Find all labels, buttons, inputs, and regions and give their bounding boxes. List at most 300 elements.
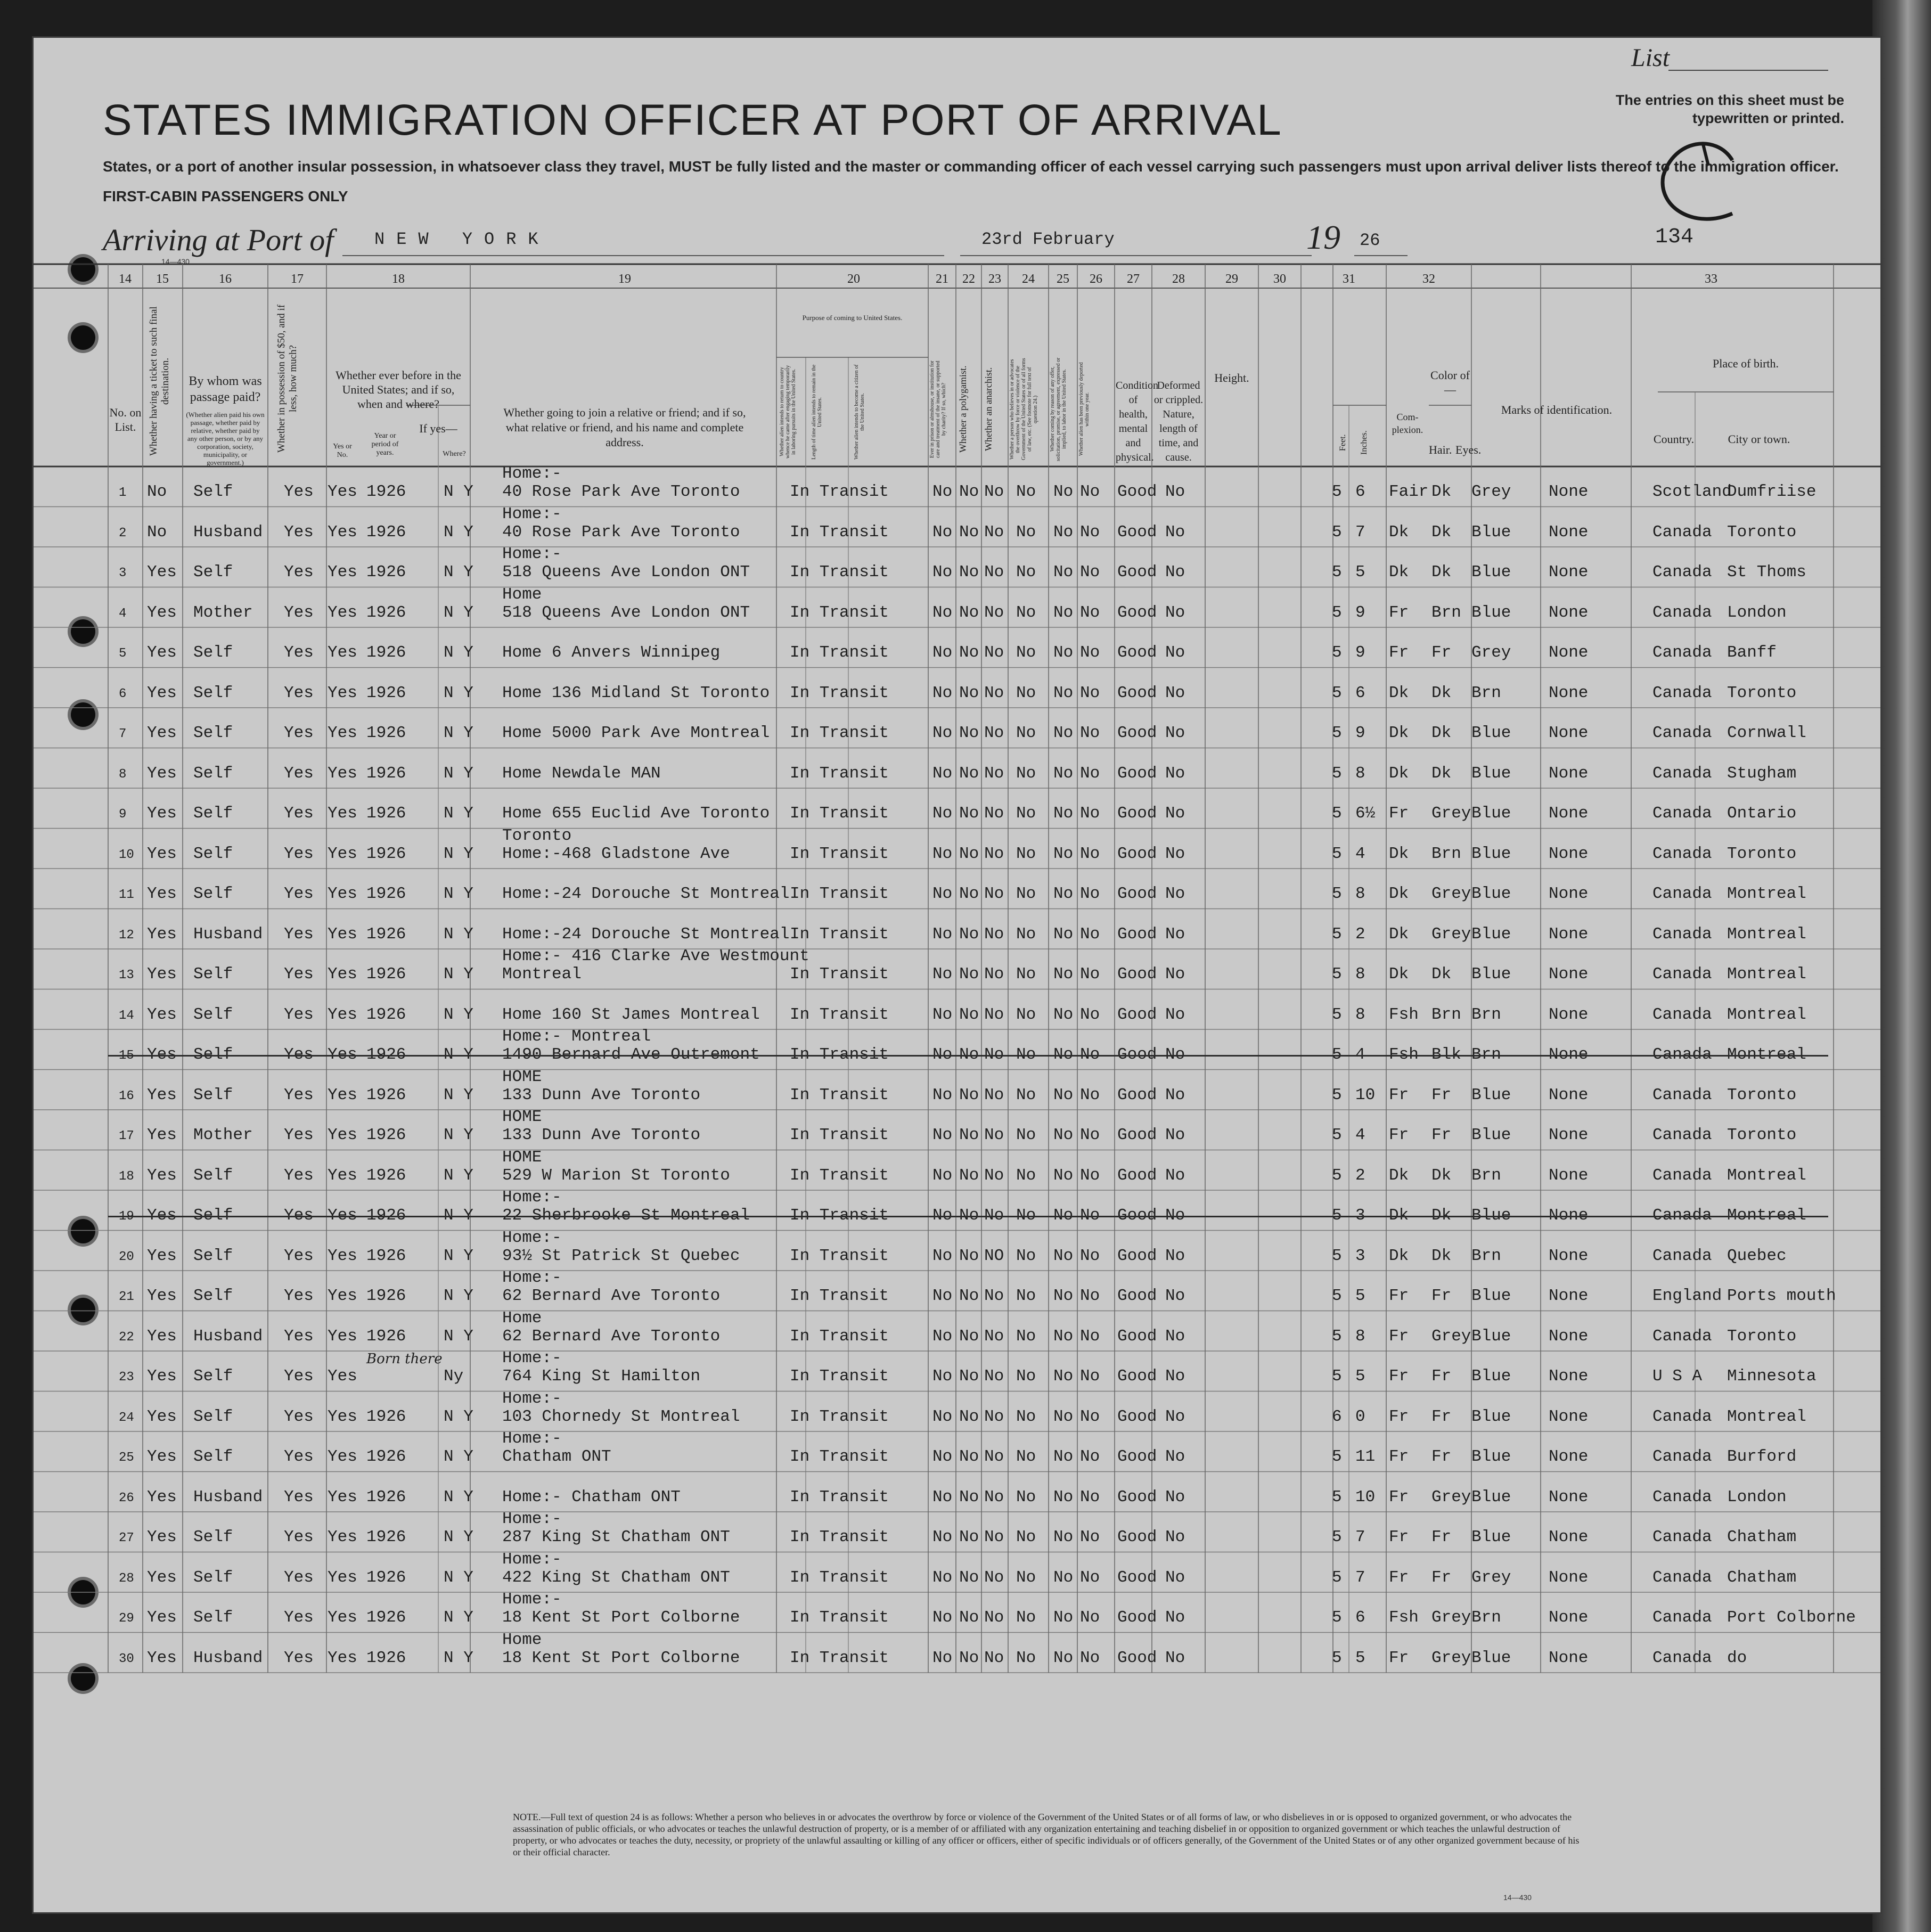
inches-cell: 9 <box>1355 603 1365 622</box>
complexion-cell: Dk <box>1389 522 1409 542</box>
deformed-cell: No <box>1165 563 1185 582</box>
q21-cell: No <box>932 1126 953 1144</box>
complexion-cell: Fr <box>1389 1327 1409 1346</box>
row-number: 15 <box>119 1049 134 1063</box>
fifty-cell: Yes <box>284 1126 314 1144</box>
date-value: 23rd February <box>981 230 1115 249</box>
year-cell: 1926 <box>366 965 406 984</box>
complexion-cell: Fr <box>1389 1085 1409 1104</box>
address-prefix-cell: Home:- <box>502 1188 562 1207</box>
address-cell: 287 King St Chatham ONT <box>502 1528 730 1546</box>
header-feet: Feet. <box>1338 434 1347 451</box>
city-cell: Dumfriise <box>1727 482 1817 501</box>
row-number: 26 <box>119 1491 134 1505</box>
health-cell: Good <box>1117 1568 1157 1587</box>
row-number: 13 <box>119 968 134 983</box>
where-cell: N Y <box>444 1166 473 1185</box>
q23-cell: No <box>984 965 1004 984</box>
health-cell: Good <box>1117 724 1157 742</box>
country-cell: Canada <box>1652 804 1712 823</box>
country-cell: Canada <box>1652 924 1712 944</box>
q24-cell: No <box>1016 1166 1036 1185</box>
deformed-cell: No <box>1165 643 1185 662</box>
year-cell: 1926 <box>366 1287 406 1305</box>
inches-cell: 4 <box>1355 1045 1365 1064</box>
ticket-cell: No <box>147 482 167 501</box>
health-cell: Good <box>1117 1126 1157 1144</box>
complexion-cell: Dk <box>1389 683 1409 702</box>
q26-cell: No <box>1080 1085 1100 1104</box>
address-cell: Home:-24 Dorouche St Montreal <box>502 885 790 903</box>
fifty-cell: Yes <box>284 1447 314 1466</box>
year-line <box>1354 255 1408 256</box>
health-cell: Good <box>1117 482 1157 501</box>
passage-paid-cell: Self <box>193 643 233 662</box>
address-prefix-cell: Home:- <box>502 545 562 563</box>
q25-cell: No <box>1053 563 1074 582</box>
deformed-cell: No <box>1165 924 1185 944</box>
feet-cell: 5 <box>1332 1126 1342 1144</box>
hair-cell: Dk <box>1431 1246 1452 1265</box>
row-number: 17 <box>119 1129 134 1143</box>
complexion-cell: Dk <box>1389 1206 1409 1225</box>
health-cell: Good <box>1117 1005 1157 1024</box>
where-cell: N Y <box>444 724 473 742</box>
q22-cell: No <box>959 1287 979 1305</box>
health-cell: Good <box>1117 1367 1157 1386</box>
complexion-cell: Fair <box>1389 482 1429 501</box>
where-cell: N Y <box>444 1648 473 1667</box>
q23-cell: No <box>984 724 1004 742</box>
deformed-cell: No <box>1165 1487 1185 1507</box>
address-prefix-cell: Home <box>502 585 542 604</box>
q22-cell: No <box>959 643 979 662</box>
inches-cell: 3 <box>1355 1246 1365 1265</box>
row-number: 22 <box>119 1330 134 1345</box>
q26-cell: No <box>1080 522 1100 542</box>
where-cell: N Y <box>444 522 473 542</box>
ticket-cell: Yes <box>147 1528 177 1546</box>
year-cell: 1926 <box>366 643 406 662</box>
port-value: NEW YORK <box>374 230 550 249</box>
complexion-cell: Dk <box>1389 563 1409 582</box>
q22-cell: No <box>959 1447 979 1466</box>
q21-cell: No <box>932 1005 953 1024</box>
header-deformed: Deformed or crippled. Nature, length of time, and cause. <box>1153 380 1204 463</box>
passage-paid-cell: Self <box>193 1287 233 1305</box>
q21-cell: No <box>932 1246 953 1265</box>
marks-cell: None <box>1549 563 1589 582</box>
country-cell: Canada <box>1652 1407 1712 1426</box>
header-ticket: Whether having a ticket to such final destination. <box>148 306 171 456</box>
q25-cell: No <box>1053 1528 1074 1546</box>
health-cell: Good <box>1117 1447 1157 1466</box>
ticket-cell: Yes <box>147 1126 177 1144</box>
inches-cell: 8 <box>1355 1327 1365 1346</box>
health-cell: Good <box>1117 1407 1157 1426</box>
column-number: 31 <box>1343 272 1355 286</box>
eyes-cell: Blue <box>1471 1487 1511 1507</box>
before-cell: Yes <box>328 1045 357 1064</box>
country-cell: Canada <box>1652 1166 1712 1185</box>
fifty-cell: Yes <box>284 1608 314 1627</box>
fifty-cell: Yes <box>284 1407 314 1426</box>
country-cell: Canada <box>1652 965 1712 984</box>
inches-cell: 6 <box>1355 683 1365 702</box>
column-number: 19 <box>618 272 631 286</box>
q26-cell: No <box>1080 804 1100 823</box>
passage-paid-cell: Self <box>193 1367 233 1386</box>
where-cell: N Y <box>444 1246 473 1265</box>
before-cell: Yes <box>328 965 357 984</box>
row-number: 14 <box>119 1008 134 1023</box>
feet-cell: 5 <box>1332 1608 1342 1627</box>
complexion-cell: Fr <box>1389 603 1409 622</box>
address-prefix-cell: Home:- <box>502 1268 562 1287</box>
purpose-cell: In Transit <box>790 764 889 783</box>
q24-cell: No <box>1016 522 1036 542</box>
deformed-cell: No <box>1165 1327 1185 1346</box>
feet-cell: 5 <box>1332 1648 1342 1667</box>
feet-cell: 5 <box>1332 522 1342 542</box>
q21-cell: No <box>932 1568 953 1587</box>
complexion-cell: Fr <box>1389 1648 1409 1667</box>
form-code-bottom: 14—430 <box>1503 1893 1532 1902</box>
city-cell: Montreal <box>1727 885 1806 903</box>
feet-cell: 5 <box>1332 1166 1342 1185</box>
address-prefix-cell: Home:- <box>502 1550 562 1569</box>
ticket-cell: Yes <box>147 844 177 863</box>
before-cell: Yes <box>328 1287 357 1305</box>
deformed-cell: No <box>1165 1608 1185 1627</box>
address-cell: 40 Rose Park Ave Toronto <box>502 522 740 542</box>
purpose-cell: In Transit <box>790 1287 889 1305</box>
header-complexion: Com-plexion. <box>1392 412 1423 435</box>
q21-cell: No <box>932 683 953 702</box>
ticket-cell: Yes <box>147 1487 177 1507</box>
country-cell: Canada <box>1652 1126 1712 1144</box>
q24-cell: No <box>1016 1005 1036 1024</box>
before-cell: Yes <box>328 1206 357 1225</box>
purpose-cell: In Transit <box>790 563 889 582</box>
passage-paid-cell: Self <box>193 1407 233 1426</box>
year-cell: 1926 <box>366 1166 406 1185</box>
q23-cell: No <box>984 1447 1004 1466</box>
deformed-cell: No <box>1165 1528 1185 1546</box>
country-cell: Canada <box>1652 603 1712 622</box>
health-cell: Good <box>1117 924 1157 944</box>
before-cell: Yes <box>328 603 357 622</box>
year-cell: 1926 <box>366 563 406 582</box>
purpose-cell: In Transit <box>790 1487 889 1507</box>
ticket-cell: Yes <box>147 1005 177 1024</box>
health-cell: Good <box>1117 643 1157 662</box>
q23-cell: No <box>984 1528 1004 1546</box>
purpose-cell: In Transit <box>790 804 889 823</box>
q22-cell: No <box>959 482 979 501</box>
deformed-cell: No <box>1165 1367 1185 1386</box>
purpose-cell: In Transit <box>790 1367 889 1386</box>
ticket-cell: Yes <box>147 1327 177 1346</box>
q24-cell: No <box>1016 1045 1036 1064</box>
q21-cell: No <box>932 1327 953 1346</box>
eyes-cell: Brn <box>1471 1246 1501 1265</box>
q24-cell: No <box>1016 764 1036 783</box>
inches-cell: 11 <box>1355 1447 1376 1466</box>
eyes-cell: Blue <box>1471 1648 1511 1667</box>
where-cell: N Y <box>444 804 473 823</box>
marks-cell: None <box>1549 764 1589 783</box>
q21-cell: No <box>932 764 953 783</box>
ticket-cell: Yes <box>147 1447 177 1466</box>
passage-paid-cell: Mother <box>193 1126 253 1144</box>
ticket-cell: Yes <box>147 563 177 582</box>
address-prefix-cell: Home:- <box>502 1510 562 1528</box>
feet-cell: 5 <box>1332 1246 1342 1265</box>
year-cell: 1926 <box>366 1648 406 1667</box>
country-cell: Canada <box>1652 885 1712 903</box>
q21-cell: No <box>932 1045 953 1064</box>
hair-cell: Blk <box>1431 1045 1461 1064</box>
address-cell: 518 Queens Ave London ONT <box>502 563 750 582</box>
deformed-cell: No <box>1165 1045 1185 1064</box>
complexion-cell: Fsh <box>1389 1045 1419 1064</box>
q22-cell: No <box>959 724 979 742</box>
q24-cell: No <box>1016 1528 1036 1546</box>
column-number: 23 <box>988 272 1001 286</box>
q25-cell: No <box>1053 522 1074 542</box>
complexion-cell: Dk <box>1389 724 1409 742</box>
eyes-cell: Blue <box>1471 885 1511 903</box>
row-number: 18 <box>119 1169 134 1184</box>
where-cell: N Y <box>444 764 473 783</box>
year-cell: 1926 <box>366 1487 406 1507</box>
deformed-cell: No <box>1165 1246 1185 1265</box>
marks-cell: None <box>1549 1568 1589 1587</box>
passage-paid-cell: Self <box>193 965 233 984</box>
before-cell: Yes <box>328 924 357 944</box>
address-prefix-cell: Home:- <box>502 464 562 483</box>
inches-cell: 8 <box>1355 885 1365 903</box>
hair-cell: Dk <box>1431 1166 1452 1185</box>
year-cell: 1926 <box>366 683 406 702</box>
q21-cell: No <box>932 1487 953 1507</box>
eyes-cell: Blue <box>1471 1528 1511 1546</box>
address-cell: 529 W Marion St Toronto <box>502 1166 730 1185</box>
deformed-cell: No <box>1165 764 1185 783</box>
q22-cell: No <box>959 804 979 823</box>
ticket-cell: Yes <box>147 1045 177 1064</box>
health-cell: Good <box>1117 683 1157 702</box>
fifty-cell: Yes <box>284 1327 314 1346</box>
q24-cell: No <box>1016 1206 1036 1225</box>
marks-cell: None <box>1549 1085 1589 1104</box>
q23-cell: No <box>984 1166 1004 1185</box>
inches-cell: 6 <box>1355 1608 1365 1627</box>
deformed-cell: No <box>1165 965 1185 984</box>
q26-cell: No <box>1080 1246 1100 1265</box>
deformed-cell: No <box>1165 1287 1185 1305</box>
deformed-cell: No <box>1165 1568 1185 1587</box>
city-cell: Ports mouth <box>1727 1287 1836 1305</box>
q25-cell: No <box>1053 603 1074 622</box>
q22-cell: No <box>959 603 979 622</box>
health-cell: Good <box>1117 1085 1157 1104</box>
fifty-cell: Yes <box>284 1045 314 1064</box>
q24-cell: No <box>1016 1648 1036 1667</box>
list-line <box>1668 70 1828 71</box>
q21-cell: No <box>932 724 953 742</box>
city-cell: St Thoms <box>1727 563 1806 582</box>
q23-cell: No <box>984 1648 1004 1667</box>
purpose-cell: In Transit <box>790 1166 889 1185</box>
address-cell: 133 Dunn Ave Toronto <box>502 1126 701 1144</box>
q23-cell: No <box>984 1568 1004 1587</box>
q23-cell: No <box>984 1487 1004 1507</box>
q26-cell: No <box>1080 1126 1100 1144</box>
feet-cell: 5 <box>1332 1528 1342 1546</box>
address-cell: Home 6 Anvers Winnipeg <box>502 643 721 662</box>
eyes-cell: Blue <box>1471 1287 1511 1305</box>
q23-cell: No <box>984 522 1004 542</box>
q26-cell: No <box>1080 1005 1100 1024</box>
hair-cell: Grey <box>1431 1327 1471 1346</box>
passage-paid-cell: Husband <box>193 522 263 542</box>
health-cell: Good <box>1117 1246 1157 1265</box>
marks-cell: None <box>1549 1206 1589 1225</box>
deformed-cell: No <box>1165 804 1185 823</box>
complexion-cell: Fr <box>1389 804 1409 823</box>
marks-cell: None <box>1549 1005 1589 1024</box>
address-cell: 18 Kent St Port Colborne <box>502 1608 740 1627</box>
city-cell: Minnesota <box>1727 1367 1817 1386</box>
purpose-cell: In Transit <box>790 643 889 662</box>
where-cell: N Y <box>444 924 473 944</box>
q23-cell: No <box>984 1327 1004 1346</box>
address-prefix-cell: Home:- <box>502 1349 562 1368</box>
header-relative-friend: Whether going to join a relative or friend; and if so, what relative or friend, and his name and complete address. <box>503 406 746 449</box>
where-cell: N Y <box>444 885 473 903</box>
marks-cell: None <box>1549 1327 1589 1346</box>
city-cell: Montreal <box>1727 924 1806 944</box>
city-cell: Montreal <box>1727 1005 1806 1024</box>
hair-cell: Dk <box>1431 1206 1452 1225</box>
fifty-cell: Yes <box>284 804 314 823</box>
marks-cell: None <box>1549 683 1589 702</box>
ticket-cell: Yes <box>147 885 177 903</box>
ticket-cell: Yes <box>147 1367 177 1386</box>
where-cell: N Y <box>444 1487 473 1507</box>
city-cell: Ontario <box>1727 804 1797 823</box>
city-cell: Montreal <box>1727 1407 1806 1426</box>
feet-cell: 5 <box>1332 764 1342 783</box>
complexion-cell: Fr <box>1389 1367 1409 1386</box>
purpose-cell: In Transit <box>790 1206 889 1225</box>
inches-cell: 5 <box>1355 1648 1365 1667</box>
q21-cell: No <box>932 643 953 662</box>
ticket-cell: Yes <box>147 1166 177 1185</box>
before-cell: Yes <box>328 1528 357 1546</box>
eyes-cell: Blue <box>1471 1085 1511 1104</box>
address-cell: 40 Rose Park Ave Toronto <box>502 482 740 501</box>
column-number: 32 <box>1422 272 1435 286</box>
column-number: 27 <box>1127 272 1140 286</box>
purpose-cell: In Transit <box>790 482 889 501</box>
inches-cell: 6 <box>1355 482 1365 501</box>
q26-cell: No <box>1080 683 1100 702</box>
q22-cell: No <box>959 1367 979 1386</box>
health-cell: Good <box>1117 965 1157 984</box>
q26-cell: No <box>1080 1206 1100 1225</box>
inches-cell: 4 <box>1355 1126 1365 1144</box>
complexion-cell: Dk <box>1389 1246 1409 1265</box>
passage-paid-cell: Self <box>193 683 233 702</box>
inches-cell: 4 <box>1355 844 1365 863</box>
city-cell: Toronto <box>1727 683 1797 702</box>
column-number: 20 <box>847 272 860 286</box>
complexion-cell: Fr <box>1389 1487 1409 1507</box>
ticket-cell: Yes <box>147 804 177 823</box>
header-where: Where? <box>443 450 466 458</box>
q26-cell: No <box>1080 1045 1100 1064</box>
country-cell: Canada <box>1652 683 1712 702</box>
header-polygamist: Whether a polygamist. <box>958 365 968 453</box>
before-cell: Yes <box>328 1005 357 1024</box>
q26-cell: No <box>1080 885 1100 903</box>
eyes-cell: Brn <box>1471 1005 1501 1024</box>
eyes-cell: Blue <box>1471 603 1511 622</box>
q23-cell: No <box>984 844 1004 863</box>
feet-cell: 5 <box>1332 804 1342 823</box>
deformed-cell: No <box>1165 885 1185 903</box>
hair-cell: Fr <box>1431 1126 1452 1144</box>
q22-cell: No <box>959 1487 979 1507</box>
marks-cell: None <box>1549 1608 1589 1627</box>
eyes-cell: Brn <box>1471 1608 1501 1627</box>
form-title: STATES IMMIGRATION OFFICER AT PORT OF ARRIVAL <box>103 96 1282 144</box>
complexion-cell: Fr <box>1389 1528 1409 1546</box>
typed-note: The entries on this sheet must be typewritten or printed. <box>1615 92 1844 126</box>
marks-cell: None <box>1549 1648 1589 1667</box>
fifty-cell: Yes <box>284 1246 314 1265</box>
city-cell: Banff <box>1727 643 1777 662</box>
fifty-cell: Yes <box>284 1568 314 1587</box>
inches-cell: 0 <box>1355 1407 1365 1426</box>
q22-cell: No <box>959 683 979 702</box>
hair-cell: Dk <box>1431 724 1452 742</box>
inches-cell: 8 <box>1355 1005 1365 1024</box>
year-cell: 1926 <box>366 1085 406 1104</box>
deformed-cell: No <box>1165 844 1185 863</box>
q23-cell: No <box>984 683 1004 702</box>
before-cell: Yes <box>328 1126 357 1144</box>
header-purpose-c: Whether alien intends to become a citizen of the United States. <box>854 364 865 460</box>
marks-cell: None <box>1549 1487 1589 1507</box>
inches-cell: 7 <box>1355 522 1365 542</box>
year-cell: 1926 <box>366 603 406 622</box>
before-cell: Yes <box>328 1568 357 1587</box>
where-cell: N Y <box>444 1126 473 1144</box>
purpose-cell: In Transit <box>790 1045 889 1064</box>
q25-cell: No <box>1053 1487 1074 1507</box>
marks-cell: None <box>1549 643 1589 662</box>
address-cell: 22 Sherbrooke St Montreal <box>502 1206 750 1225</box>
health-cell: Good <box>1117 1206 1157 1225</box>
feet-cell: 5 <box>1332 1287 1342 1305</box>
before-cell: Yes <box>328 1327 357 1346</box>
fifty-cell: Yes <box>284 1085 314 1104</box>
q23-cell: No <box>984 1206 1004 1225</box>
